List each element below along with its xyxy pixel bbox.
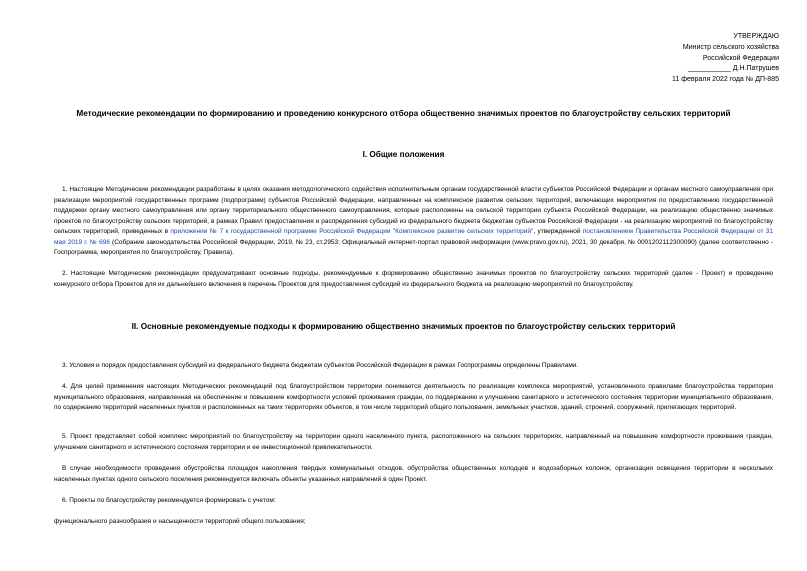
paragraph-6: 6. Проекты по благоустройству рекомендуется формировать с учетом: [62,497,276,504]
paragraph-1-text-c: (Собрание законодательства Российской Федерации, 2019, № 23, ст.2953; Официальный интернет-портал правовой информации (www.pravo.gov.ru), 2021, 30 декабря, № 0001202112300090) (далее соответственно - Госпрограмма, мероприятия по благоустройству, Правила). [54,238,773,256]
approval-stamp: УТВЕРЖДАЮ [733,33,779,40]
paragraph-4: 4. Для целей применения настоящих Методических рекомендаций под благоустройством территории понимается деятельность по реализации комплекса мероприятий, установленного правилами благоустройства территории муниципального образования, направленная на обеспечение и повышение комфортности условий проживания граждан, по поддержанию и улучшению санитарного и эстетического состояния территории муниципального образования, по содержанию территорий населенных пунктов и расположенных на таких территориях объектов, в том числе территорий общего пользования, земельных участков, зданий, строений, сооружений, прилегающих территорий. [54,383,773,411]
paragraph-5: 5. Проект представляет собой комплекс мероприятий по благоустройству на территории одного населенного пункта, расположенного на сельских территориях, направленный на повышение комфортности проживания граждан, улучшение санитарного и эстетического состояния территории и ее инвестиционной привлекательности. [54,433,773,451]
paragraph-3: 3. Условия и порядок предоставления субсидий из федерального бюджета бюджетам субъектов Российской Федерации в рамках Госпрограммы определены Правилами. [62,362,579,369]
document-title: Методические рекомендации по формированию и проведению конкурсного отбора общественно значимых проектов по благоустройству сельских территорий [76,109,731,118]
paragraph-2: 2. Настоящие Методические рекомендации предусматривают основные подходы, рекомендуемые к формированию общественно значимых проектов по благоустройству сельских территорий (далее - Проект) и проведению конкурсного отбора Проектов для их дальнейшего включения в перечень Проектов для предоставления субсидий из федерального бюджета на реализацию мероприятий по благоустройству. [54,270,773,288]
paragraph-1-text-a: 1. Настоящие Методические рекомендации разработаны в целях оказания методологического содействия исполнительным органам государственной власти субъектов Российской Федерации и органам местного самоуправления при реализации мероприятий государственных программ (подпрограмм) субъектов Российской Федерации, направленных на комплексное развитие сельских территорий, включающих мероприятия по предоставлению государственной поддержки органу местного самоуправления или органу территориального общественного самоуправления, которые расположены на сельской территории субъекта Российской Федерации, на реализацию общественно значимых проектов по благоустройству сельских территорий, в рамках Правил предоставления и распределения субсидий из федерального бюджета бюджетам субъектов Российской Федерации - на реализацию мероприятий по благоустройству сельских территорий, приведенных в [54,186,773,235]
annex-7-link[interactable]: приложении № 7 к государственной программе Российской Федерации "Комплексное развитие сельских территорий" [170,228,534,235]
resolution-696-link[interactable]: постановлением Правительства Российской Федерации от 31 мая 2019 г. № 696 [54,228,774,246]
approval-signature: ___________ Д.Н.Патрушев [688,65,779,73]
paragraph-5b: В случае необходимости проведения обустройства площадок накопления твердых коммунальных отходов, обустройства общественных колодцев и водозаборных колонок, организации освещения территории в нескольких населенных пунктах одного сельского поселения рекомендуется включать объекты указанных направлений в один Проект. [54,465,773,483]
paragraph-1 [54,185,773,259]
paragraph-6a: функционального разнообразия и насыщенности территорий общего пользования; [54,518,306,525]
paragraph-1-text-b: , утвержденной [533,228,583,235]
section-2-heading: II. Основные рекомендуемые подходы к формированию общественно значимых проектов по благоустройству сельских территорий [131,322,676,331]
approval-country: Российской Федерации [702,54,779,62]
section-1-heading: I. Общие положения [362,150,445,159]
approval-position: Министр сельского хозяйства [682,43,779,51]
approval-date: 11 февраля 2022 года № ДП-885 [671,76,779,84]
approval-block [579,32,779,86]
